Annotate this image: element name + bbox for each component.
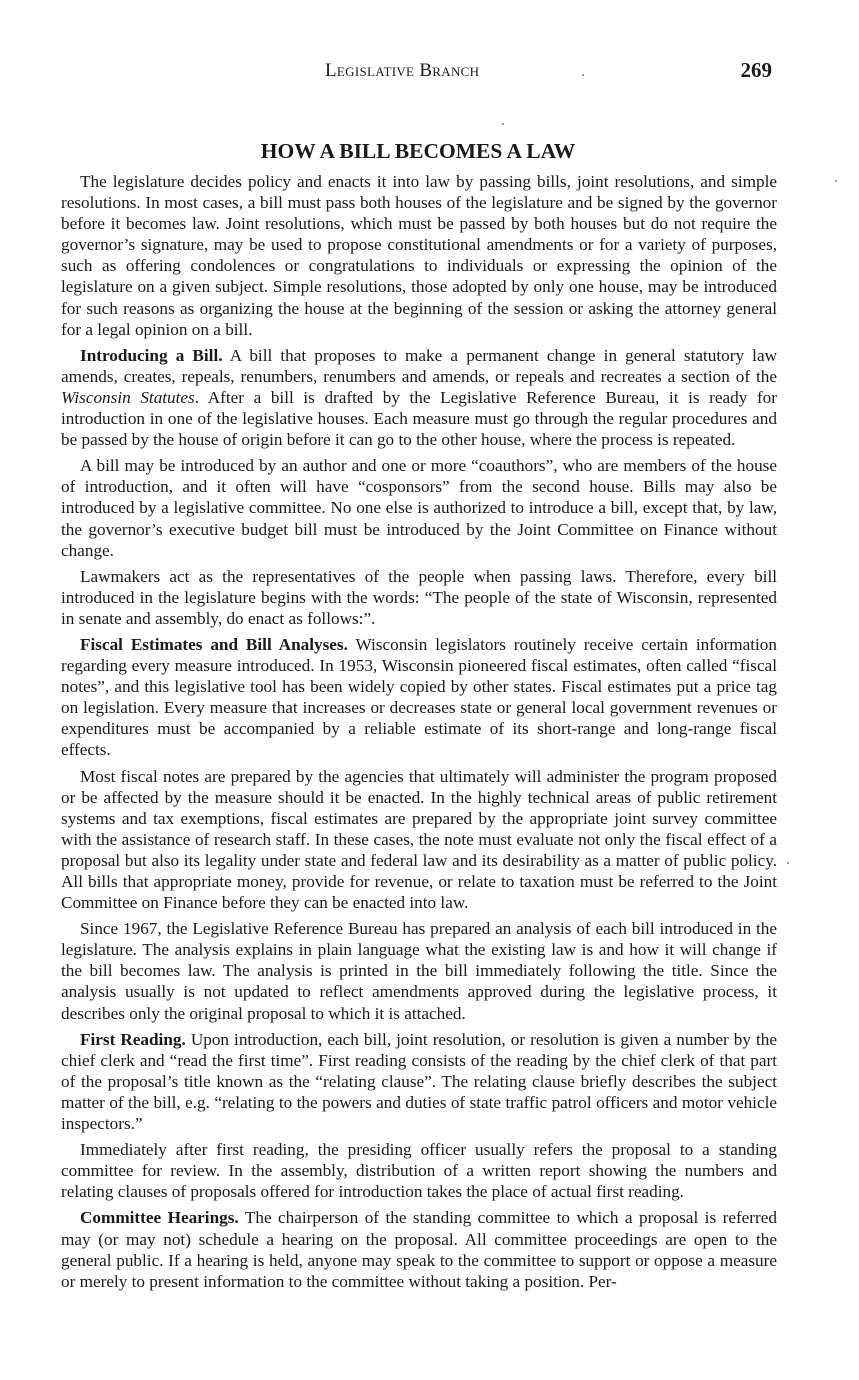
paragraph-first-reading bbox=[61, 1029, 777, 1134]
run-in-heading: Introducing a Bill. bbox=[80, 345, 223, 365]
paragraph-text: A bill that proposes to make a permanent change in general statutory law amends, creates, repeals, renumbers, renumbers and amends, or repeals and recreates a section of the bbox=[61, 345, 777, 386]
scan-speck bbox=[582, 74, 584, 76]
scan-speck bbox=[835, 180, 837, 182]
run-in-heading: Fiscal Estimates and Bill Analyses. bbox=[80, 634, 348, 654]
scan-speck bbox=[787, 862, 789, 864]
section-name: Legislative Branch bbox=[325, 60, 480, 81]
run-in-heading: First Reading. bbox=[80, 1029, 186, 1049]
paragraph-text: Immediately after first reading, the presiding officer usually refers the proposal to a standing committee for review. In the assembly, distribution of a written report showing the numbers and relating clauses of proposals offered for introduction takes the place of actual first reading. bbox=[61, 1140, 777, 1202]
page-number: 269 bbox=[740, 58, 772, 82]
paragraph-fiscal-estimates bbox=[61, 634, 777, 761]
body-text bbox=[61, 171, 777, 1297]
document-title: HOW A BILL BECOMES A LAW bbox=[260, 139, 576, 163]
paragraph-introducing-a-bill bbox=[61, 345, 777, 450]
paragraph-committee-hearings bbox=[61, 1207, 777, 1291]
statutes-title: Wisconsin Statutes bbox=[61, 387, 195, 407]
scan-speck bbox=[502, 123, 504, 125]
run-in-heading: Committee Hearings. bbox=[80, 1208, 239, 1228]
paragraph-text: The legislature decides policy and enacts it into law by passing bills, joint resolutions, and simple resolutions. In most cases, a bill must pass both houses of the legislature and be signed by the governor before it becomes law. Joint resolutions, which must be passed by both houses but do not require the governor’s signature, may be used to propose constitutional amendments or for a variety of purposes, such as offering condolences or congratulations to individuals or expressing the opinion of the legislature on a given subject. Simple resolutions, those adopted by only one house, may be introduced for such reasons as organizing the house at the beginning of the session or asking the attorney general for a legal opinion on a bill. bbox=[61, 172, 777, 339]
paragraph-text: The chairperson of the standing committee to which a proposal is referred may (or may not) schedule a hearing on the proposal. All committee proceedings are open to the general public. If a hearing is held, anyone may speak to the committee to support or oppose a measure or merely to present information to the committee without taking a position. Per- bbox=[61, 1208, 777, 1291]
running-head bbox=[0, 58, 859, 88]
paragraph-text: Most fiscal notes are prepared by the agencies that ultimately will administer the program proposed or be affected by the measure should it be enacted. In the highly technical areas of public retirement systems and tax exemptions, fiscal estimates are prepared by the appropriate joint survey committee with the assistance of research staff. In these cases, the note must evaluate not only the fiscal effect of a proposal but also its legality under state and federal law and its desirability as a matter of public policy. All bills that appropriate money, provide for revenue, or relate to taxation must be referred to the Joint Committee on Finance before they can be enacted into law. bbox=[61, 766, 777, 913]
paragraph-coauthors bbox=[61, 455, 777, 560]
paragraph-text: . After a bill is drafted by the Legislative Reference Bureau, it is ready for introduction in one of the legislative houses. Each measure must go through the regular procedures and be passed by the house of origin before it can go to the other house, where the process is repeated. bbox=[61, 387, 777, 450]
paragraph-text: Since 1967, the Legislative Reference Bureau has prepared an analysis of each bill introduced in the legislature. The analysis explains in plain language what the existing law is and how it will change if the bill becomes law. The analysis is printed in the bill immediately following the title. Since the analysis usually is not updated to reflect amendments approved during the legislative process, it describes only the original proposal to which it is attached. bbox=[61, 919, 777, 1023]
paragraph-enacting-clause bbox=[61, 566, 777, 629]
paragraph-text: Upon introduction, each bill, joint resolution, or resolution is given a number by the chief clerk and “read the first time”. First reading consists of the reading by the chief clerk of that part of the proposal’s title known as the “relating clause”. The relating clause briefly describes the subject matter of the bill, e.g. “relating to the powers and duties of state traffic patrol officers and motor vehicle inspectors.” bbox=[61, 1029, 778, 1134]
paragraph-committee-referral bbox=[61, 1139, 777, 1202]
paragraph-text: Lawmakers act as the representatives of the people when passing laws. Therefore, every bill introduced in the legislature begins with the words: “The people of the state of Wisconsin, represented in senate and assembly, do enact as follows:”. bbox=[61, 566, 777, 628]
paragraph-intro bbox=[61, 171, 777, 340]
paragraph-fiscal-notes bbox=[61, 766, 777, 914]
paragraph-bill-analysis bbox=[61, 918, 777, 1023]
paragraph-text: A bill may be introduced by an author and one or more “coauthors”, who are members of the house of introduction, and it often will have “cosponsors” from the second house. Bills may also be introduced by a legislative committee. No one else is authorized to introduce a bill, except that, by law, the governor’s executive budget bill must be introduced by the Joint Committee on Finance without change. bbox=[61, 456, 777, 560]
paragraph-text: Wisconsin legislators routinely receive certain information regarding every measure introduced. In 1953, Wisconsin pioneered fiscal estimates, often called “fiscal notes”, and this legislative tool has been widely copied by other states. Fiscal estimates put a price tag on legislation. Every measure that increases or decreases state or general local government revenues or expenditures must be accompanied by a reliable estimate of its short-range and long-range fiscal effects. bbox=[61, 634, 777, 760]
